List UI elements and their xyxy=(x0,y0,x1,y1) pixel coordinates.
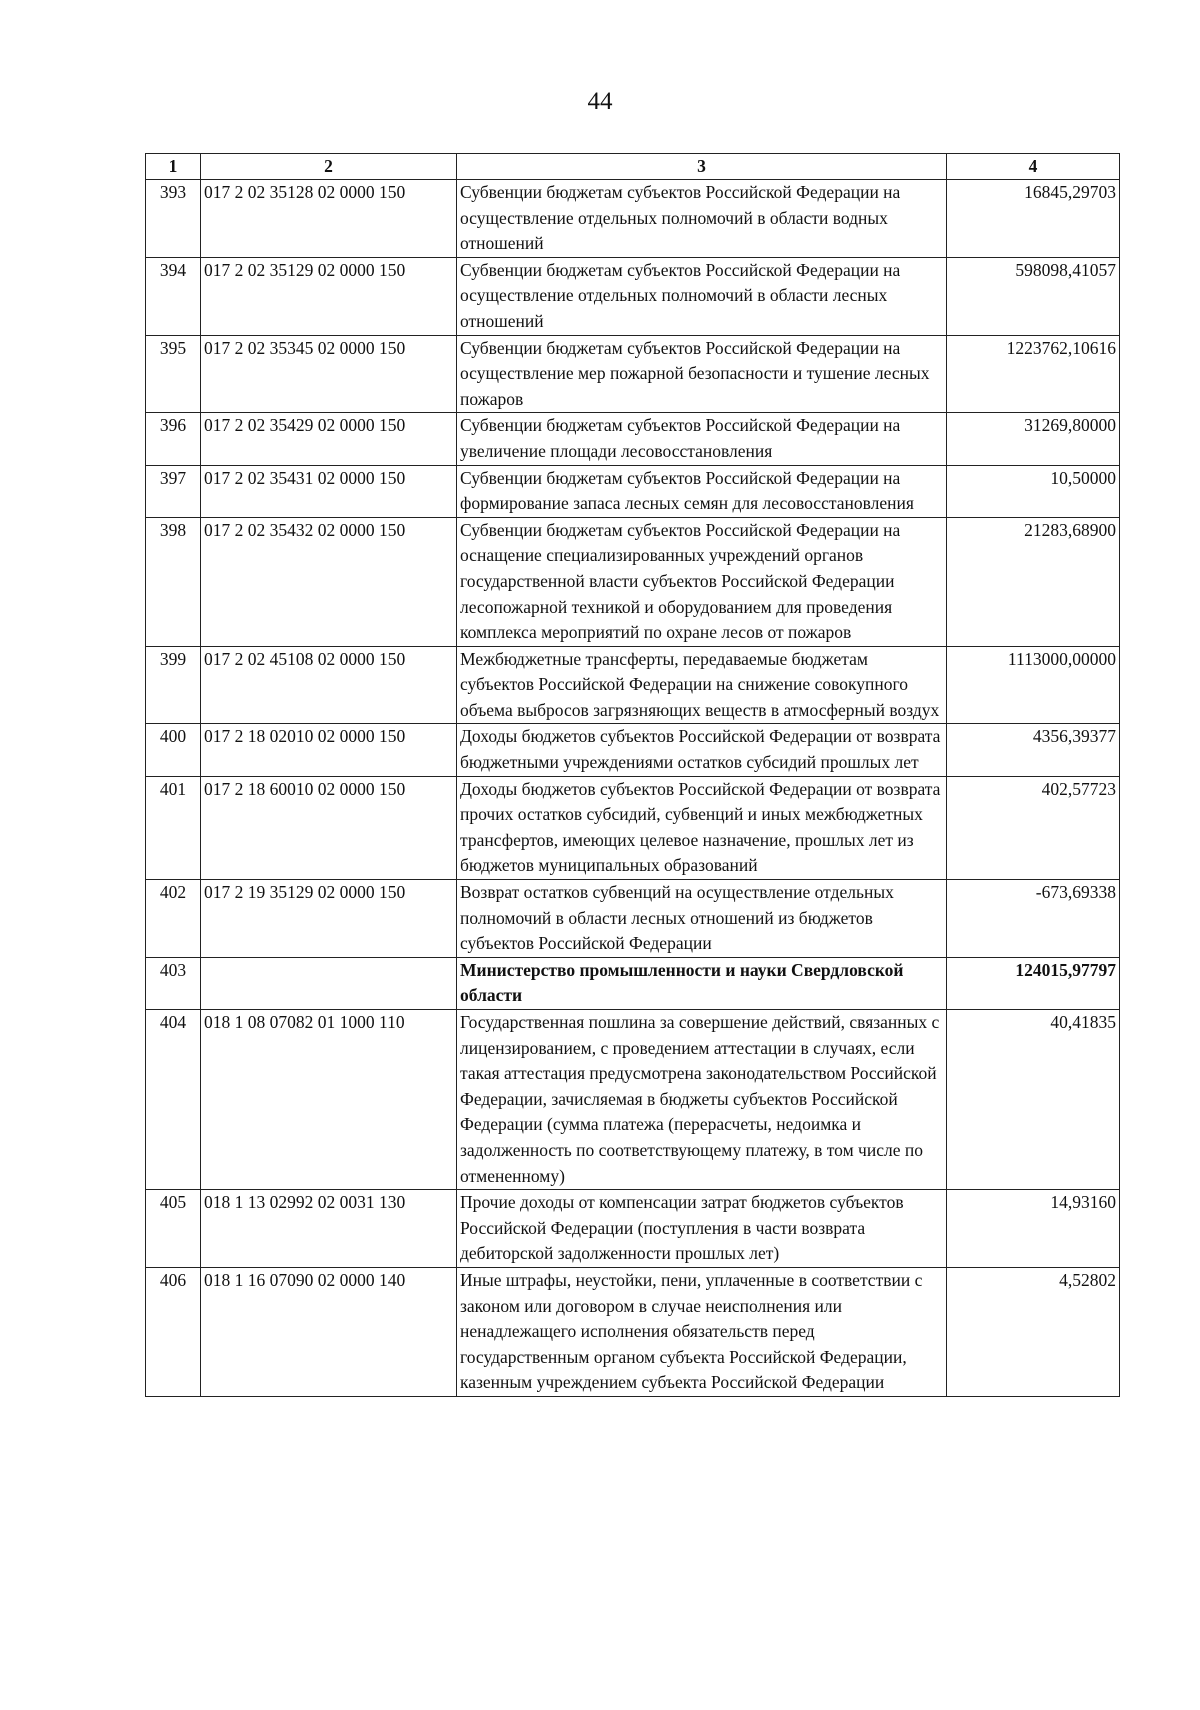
table-row xyxy=(146,880,1120,958)
revenue-description: Министерство промышленности и науки Свердловской области xyxy=(457,957,947,1009)
budget-code: 017 2 02 35432 02 0000 150 xyxy=(201,517,457,646)
column-header-1: 1 xyxy=(146,154,201,180)
table-row xyxy=(146,776,1120,879)
revenue-description: Субвенции бюджетам субъектов Российской Федерации на осуществление отдельных полномочий в области лесных отношений xyxy=(457,257,947,335)
row-number: 398 xyxy=(146,517,201,646)
amount-value: 31269,80000 xyxy=(947,413,1120,465)
table-row xyxy=(146,724,1120,776)
row-number: 395 xyxy=(146,335,201,413)
revenue-description: Субвенции бюджетам субъектов Российской Федерации на формирование запаса лесных семян для лесовосстановления xyxy=(457,465,947,517)
amount-value: 598098,41057 xyxy=(947,257,1120,335)
revenue-description: Субвенции бюджетам субъектов Российской Федерации на увеличение площади лесовосстановления xyxy=(457,413,947,465)
row-number: 405 xyxy=(146,1190,201,1268)
row-number: 406 xyxy=(146,1267,201,1396)
revenue-description: Доходы бюджетов субъектов Российской Федерации от возврата прочих остатков субсидий, субвенций и иных межбюджетных трансфертов, имеющих целевое назначение, прошлых лет из бюджетов муниципальных образований xyxy=(457,776,947,879)
budget-code: 017 2 02 35429 02 0000 150 xyxy=(201,413,457,465)
budget-code xyxy=(201,957,457,1009)
revenue-table xyxy=(145,153,1120,1397)
amount-value: 4,52802 xyxy=(947,1267,1120,1396)
amount-value: 1223762,10616 xyxy=(947,335,1120,413)
budget-code: 018 1 13 02992 02 0031 130 xyxy=(201,1190,457,1268)
amount-value: 14,93160 xyxy=(947,1190,1120,1268)
row-number: 401 xyxy=(146,776,201,879)
row-number: 397 xyxy=(146,465,201,517)
amount-value: 21283,68900 xyxy=(947,517,1120,646)
budget-code: 017 2 02 35345 02 0000 150 xyxy=(201,335,457,413)
budget-code: 017 2 02 35431 02 0000 150 xyxy=(201,465,457,517)
row-number: 400 xyxy=(146,724,201,776)
table-row xyxy=(146,335,1120,413)
revenue-description: Государственная пошлина за совершение действий, связанных с лицензированием, с проведением аттестации в случаях, если такая аттестация предусмотрена законодательством Российской Федерации, зачисляемая в бюджеты субъектов Российской Федерации (сумма платежа (перерасчеты, недоимка и задолженность по соответствующему платежу, в том числе по отмененному) xyxy=(457,1010,947,1190)
revenue-description: Субвенции бюджетам субъектов Российской Федерации на осуществление отдельных полномочий в области водных отношений xyxy=(457,180,947,258)
budget-code: 017 2 02 35128 02 0000 150 xyxy=(201,180,457,258)
column-header-4: 4 xyxy=(947,154,1120,180)
revenue-description: Прочие доходы от компенсации затрат бюджетов субъектов Российской Федерации (поступления в части возврата дебиторской задолженности прошлых лет) xyxy=(457,1190,947,1268)
row-number: 403 xyxy=(146,957,201,1009)
table-row xyxy=(146,1267,1120,1396)
row-number: 404 xyxy=(146,1010,201,1190)
budget-code: 018 1 16 07090 02 0000 140 xyxy=(201,1267,457,1396)
table-row xyxy=(146,646,1120,724)
table-row xyxy=(146,465,1120,517)
revenue-description: Иные штрафы, неустойки, пени, уплаченные в соответствии с законом или договором в случае неисполнения или ненадлежащего исполнения обязательств перед государственным органом субъекта Российской Федерации, казенным учреждением субъекта Российской Федерации xyxy=(457,1267,947,1396)
revenue-description: Межбюджетные трансферты, передаваемые бюджетам субъектов Российской Федерации на снижение совокупного объема выбросов загрязняющих веществ в атмосферный воздух xyxy=(457,646,947,724)
amount-value: 1113000,00000 xyxy=(947,646,1120,724)
table-row xyxy=(146,517,1120,646)
row-number: 402 xyxy=(146,880,201,958)
budget-code: 018 1 08 07082 01 1000 110 xyxy=(201,1010,457,1190)
budget-code: 017 2 18 02010 02 0000 150 xyxy=(201,724,457,776)
budget-code: 017 2 02 45108 02 0000 150 xyxy=(201,646,457,724)
table-header-row xyxy=(146,154,1120,180)
column-header-3: 3 xyxy=(457,154,947,180)
table-row xyxy=(146,957,1120,1009)
budget-code: 017 2 19 35129 02 0000 150 xyxy=(201,880,457,958)
table-row xyxy=(146,257,1120,335)
row-number: 399 xyxy=(146,646,201,724)
table-row xyxy=(146,1010,1120,1190)
amount-value: 10,50000 xyxy=(947,465,1120,517)
table-row xyxy=(146,1190,1120,1268)
revenue-description: Возврат остатков субвенций на осуществление отдельных полномочий в области лесных отношений из бюджетов субъектов Российской Федерации xyxy=(457,880,947,958)
table-row xyxy=(146,413,1120,465)
amount-value: 124015,97797 xyxy=(947,957,1120,1009)
page-number: 44 xyxy=(587,88,613,115)
table-row xyxy=(146,180,1120,258)
row-number: 396 xyxy=(146,413,201,465)
revenue-description: Субвенции бюджетам субъектов Российской Федерации на оснащение специализированных учреждений органов государственной власти субъектов Российской Федерации лесопожарной техникой и оборудованием для проведения комплекса мероприятий по охране лесов от пожаров xyxy=(457,517,947,646)
row-number: 394 xyxy=(146,257,201,335)
revenue-description: Доходы бюджетов субъектов Российской Федерации от возврата бюджетными учреждениями остатков субсидий прошлых лет xyxy=(457,724,947,776)
amount-value: 4356,39377 xyxy=(947,724,1120,776)
row-number: 393 xyxy=(146,180,201,258)
budget-code: 017 2 02 35129 02 0000 150 xyxy=(201,257,457,335)
amount-value: 402,57723 xyxy=(947,776,1120,879)
revenue-description: Субвенции бюджетам субъектов Российской Федерации на осуществление мер пожарной безопасности и тушение лесных пожаров xyxy=(457,335,947,413)
amount-value: 40,41835 xyxy=(947,1010,1120,1190)
amount-value: -673,69338 xyxy=(947,880,1120,958)
amount-value: 16845,29703 xyxy=(947,180,1120,258)
column-header-2: 2 xyxy=(201,154,457,180)
budget-code: 017 2 18 60010 02 0000 150 xyxy=(201,776,457,879)
